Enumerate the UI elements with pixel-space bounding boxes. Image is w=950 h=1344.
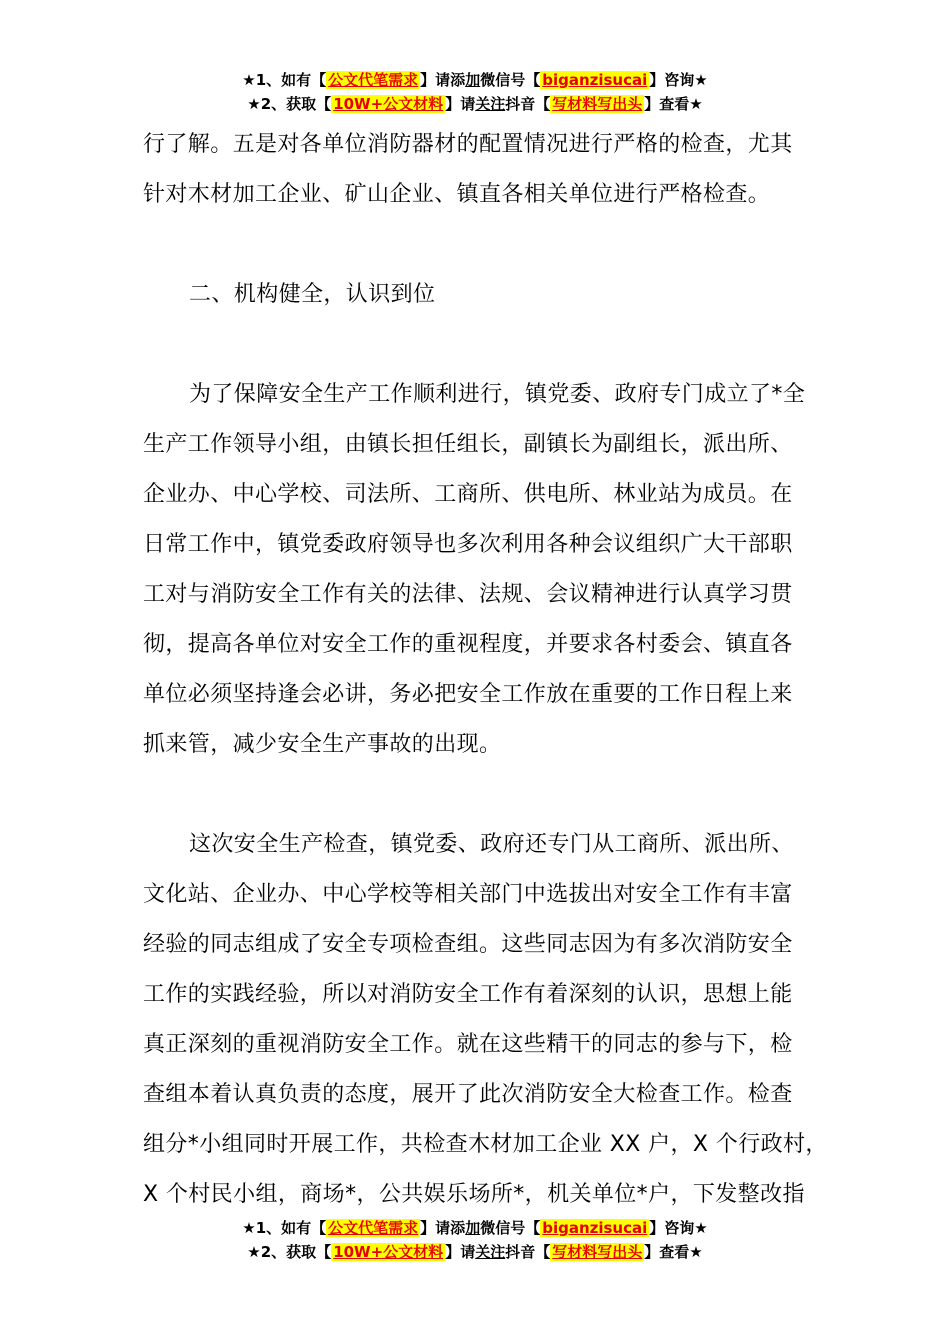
banner-text: 】查看★ — [644, 1243, 703, 1261]
banner-highlight: 写材料写出头 — [552, 95, 643, 113]
banner-highlight: 10W+公文材料 — [333, 95, 444, 113]
text-line: 这次安全生产检查，镇党委、政府还专门从工商所、派出所、 — [189, 832, 794, 857]
banner-text: 微信号【 — [480, 1219, 541, 1237]
banner-text: 抖音【 — [505, 95, 551, 113]
text-line: 工作的实践经验，所以对消防安全工作有着深刻的认识，思想上能 — [143, 982, 793, 1007]
banner-text: 】咨询★ — [649, 71, 708, 89]
banner-highlight: 写材料写出头 — [552, 1243, 643, 1261]
banner-text: 】请添 — [420, 1219, 466, 1237]
banner-text: 】请 — [445, 95, 476, 113]
text-line: 文化站、企业办、中心学校等相关部门中选拔出对安全工作有丰富 — [143, 882, 793, 907]
paragraph-gap — [143, 320, 823, 370]
banner-text: 抖音【 — [505, 1243, 551, 1261]
banner-text: 】咨询★ — [649, 1219, 708, 1237]
paragraph-continued — [143, 120, 823, 220]
banner-text: 】查看★ — [644, 95, 703, 113]
header-banner — [0, 68, 950, 116]
document-body — [143, 120, 828, 1220]
banner-text: 】请添 — [420, 71, 466, 89]
banner-highlight: biganzisucai — [542, 1219, 648, 1237]
text-line: 日常工作中，镇党委政府领导也多次利用各种会议组织广大干部职 — [143, 532, 793, 557]
text-line: 单位必须坚持逢会必讲，务必把安全工作放在重要的工作日程上来 — [143, 682, 793, 707]
text-line: 经验的同志组成了安全专项检查组。这些同志因为有多次消防安全 — [143, 932, 793, 957]
banner-line-1 — [0, 1216, 950, 1240]
banner-highlight: biganzisucai — [542, 71, 648, 89]
banner-text: ★2、获取【 — [247, 1243, 332, 1261]
paragraph-gap — [143, 220, 823, 270]
banner-text: 】请 — [445, 1243, 476, 1261]
text-line: 企业办、中心学校、司法所、工商所、供电所、林业站为成员。在 — [143, 482, 793, 507]
text-line: 彻，提高各单位对安全工作的重视程度，并要求各村委会、镇直各 — [143, 632, 793, 657]
text-line: 针对木材加工企业、矿山企业、镇直各相关单位进行严格检查。 — [143, 182, 771, 207]
text-line: 为了保障安全生产工作顺利进行，镇党委、政府专门成立了*全 — [189, 382, 806, 407]
text-line: 组分*小组同时开展工作，共检查木材加工企业 XX 户，X 个行政村， — [143, 1132, 828, 1157]
paragraph-organization — [143, 370, 823, 770]
footer-banner — [0, 1216, 950, 1264]
text-line: 真正深刻的重视消防安全工作。就在这些精干的同志的参与下，检 — [143, 1032, 793, 1057]
text-line: 查组本着认真负责的态度，展开了此次消防安全大检查工作。检查 — [143, 1082, 793, 1107]
banner-emphasis: 关注 — [475, 1243, 506, 1261]
text-line: 抓来管，减少安全生产事故的出现。 — [143, 732, 502, 757]
heading-text: 二、机构健全，认识到位 — [189, 282, 436, 307]
text-line: X 个村民小组，商场*，公共娱乐场所*，机关单位*户，下发整改指 — [143, 1182, 805, 1207]
banner-highlight: 公文代笔需求 — [328, 71, 419, 89]
banner-emphasis: 关注 — [475, 95, 506, 113]
paragraph-gap — [143, 770, 823, 820]
text-line: 工对与消防安全工作有关的法律、法规、会议精神进行认真学习贯 — [143, 582, 793, 607]
banner-emphasis: 加 — [465, 71, 481, 89]
banner-text: ★1、如有【 — [242, 71, 327, 89]
banner-text: ★1、如有【 — [242, 1219, 327, 1237]
banner-text: ★2、获取【 — [247, 95, 332, 113]
banner-highlight: 公文代笔需求 — [328, 1219, 419, 1237]
paragraph-inspection — [143, 820, 828, 1220]
banner-line-1 — [0, 68, 950, 92]
banner-highlight: 10W+公文材料 — [333, 1243, 444, 1261]
section-heading — [143, 270, 823, 320]
text-line: 生产工作领导小组，由镇长担任组长，副镇长为副组长，派出所、 — [143, 432, 793, 457]
text-line: 行了解。五是对各单位消防器材的配置情况进行严格的检查，尤其 — [143, 132, 793, 157]
banner-line-2 — [0, 1240, 950, 1264]
banner-text: 微信号【 — [480, 71, 541, 89]
banner-line-2 — [0, 92, 950, 116]
banner-emphasis: 加 — [465, 1219, 481, 1237]
